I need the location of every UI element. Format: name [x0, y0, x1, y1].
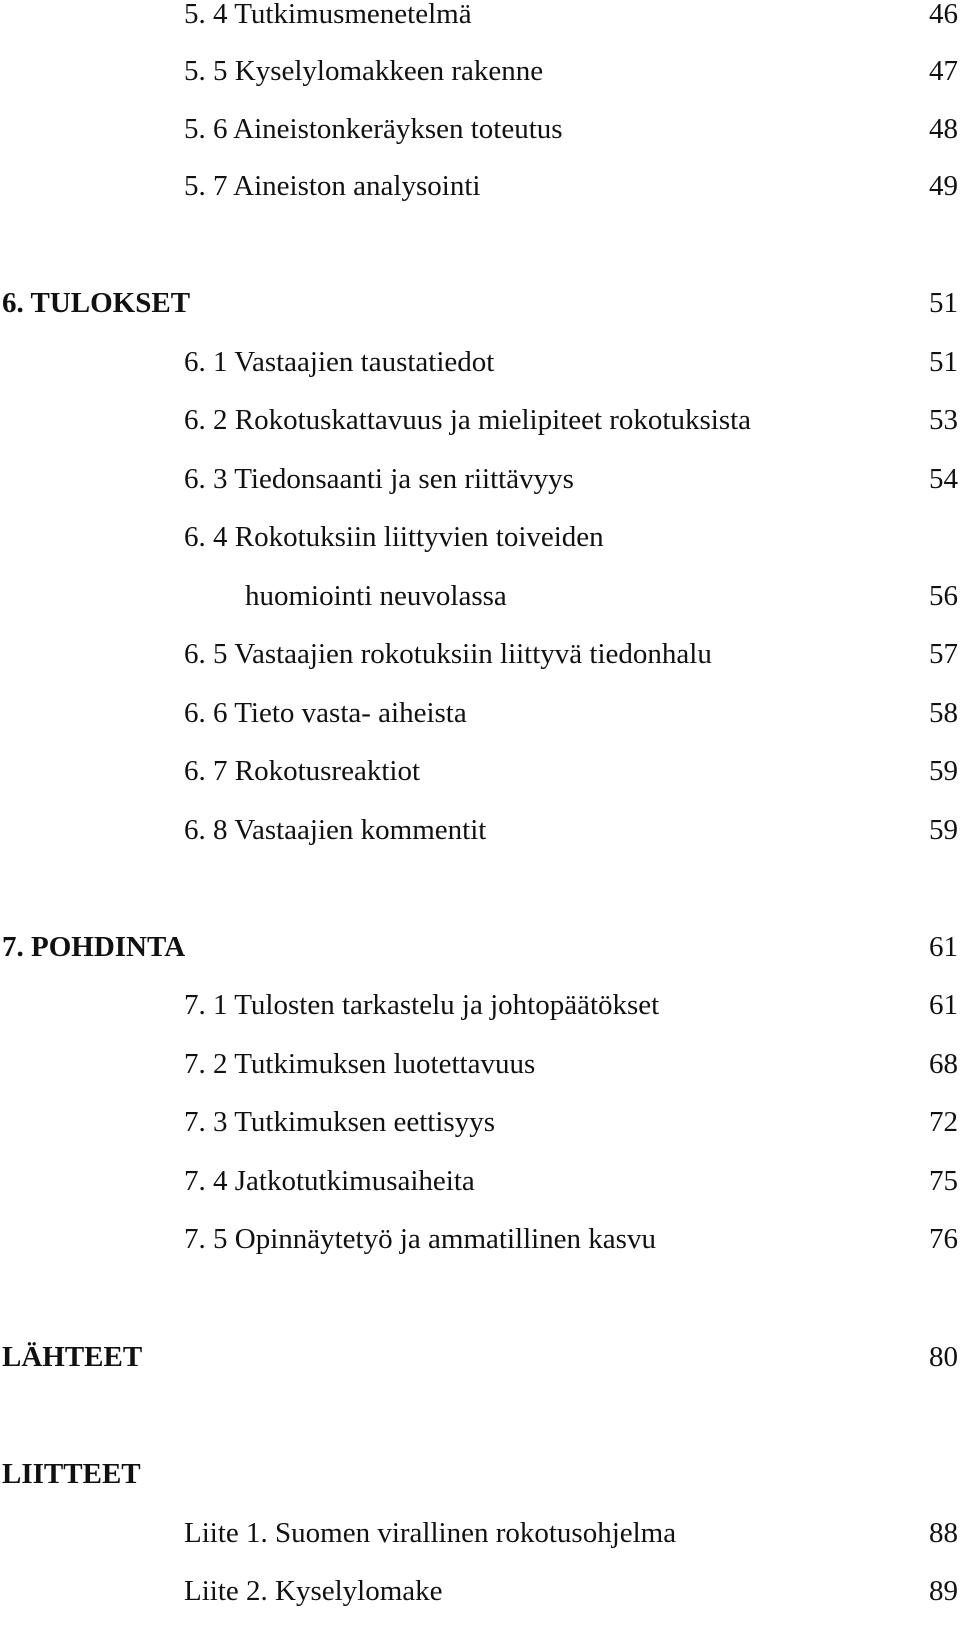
toc-entry-page: 54 [929, 463, 958, 495]
toc-entry-title: 7. 3 Tutkimuksen eettisyys [184, 1106, 495, 1138]
toc-entry-title: 7. 4 Jatkotutkimusaiheita [184, 1165, 475, 1197]
toc-section-page: 51 [929, 287, 958, 319]
toc-section-page: 61 [929, 931, 958, 963]
toc-section [0, 283, 960, 323]
toc-entry [0, 751, 960, 791]
toc-entry-page: 56 [929, 580, 958, 612]
toc-entry-title: 6. 6 Tieto vasta- aiheista [184, 697, 467, 729]
toc-entry [0, 51, 960, 91]
toc-section-title: 7. POHDINTA [2, 931, 186, 963]
toc-entry-page: 72 [929, 1106, 958, 1138]
toc-entry-title: 7. 5 Opinnäytetyö ja ammatillinen kasvu [184, 1223, 656, 1255]
toc-entry [0, 166, 960, 206]
toc-entry [0, 693, 960, 733]
toc-entry [0, 459, 960, 499]
toc-entry-page: 76 [929, 1223, 958, 1255]
toc-entry-title: Liite 2. Kyselylomake [184, 1575, 443, 1607]
toc-entry-title: 6. 8 Vastaajien kommentit [184, 814, 487, 846]
toc-entry-page: 75 [929, 1165, 958, 1197]
toc-entry-title: 6. 4 Rokotuksiin liittyvien toiveiden [184, 521, 604, 553]
toc-entry-page: 59 [929, 755, 958, 787]
toc-entry-page: 59 [929, 814, 958, 846]
toc-entry-title: 6. 5 Vastaajien rokotuksiin liittyvä tiedonhalu [184, 638, 712, 670]
toc-entry [0, 517, 960, 557]
toc-entry-title: 7. 1 Tulosten tarkastelu ja johtopäätökset [184, 989, 660, 1021]
toc-entry-title: 6. 7 Rokotusreaktiot [184, 755, 421, 787]
toc-entry-title: 5. 4 Tutkimusmenetelmä [184, 0, 472, 30]
toc-entry-title: 5. 5 Kyselylomakkeen rakenne [184, 55, 544, 87]
toc-entry-page: 51 [929, 346, 958, 378]
toc-entry-page: 49 [929, 170, 958, 202]
toc-entry-page: 61 [929, 989, 958, 1021]
toc-entry-title: 6. 3 Tiedonsaanti ja sen riittävyys [184, 463, 574, 495]
toc-entry [0, 0, 960, 34]
toc-entry-title: 6. 1 Vastaajien taustatiedot [184, 346, 495, 378]
toc-entry-continuation [0, 576, 960, 616]
toc-entry-page: 57 [929, 638, 958, 670]
toc-entry [0, 1102, 960, 1142]
toc-section [0, 927, 960, 967]
toc-entry [0, 1571, 960, 1611]
toc-entry [0, 985, 960, 1025]
toc-entry-title: 5. 7 Aineiston analysointi [184, 170, 481, 202]
toc-entry [0, 810, 960, 850]
toc-entry-page: 53 [929, 404, 958, 436]
toc-entry-title: huomiointi neuvolassa [245, 580, 507, 612]
toc-section-title: LÄHTEET [2, 1341, 143, 1373]
toc-entry-page: 58 [929, 697, 958, 729]
toc-entry-title: 7. 2 Tutkimuksen luotettavuus [184, 1048, 536, 1080]
toc-entry-title: 5. 6 Aineistonkeräyksen toteutus [184, 113, 563, 145]
toc-entry [0, 400, 960, 440]
toc-section-title: 6. TULOKSET [2, 287, 191, 319]
toc-section-page: 80 [929, 1341, 958, 1373]
toc-entry-page: 88 [929, 1517, 958, 1549]
toc-entry [0, 1161, 960, 1201]
toc-entry-title: 6. 2 Rokotuskattavuus ja mielipiteet rokotuksista [184, 404, 752, 436]
toc-entry [0, 109, 960, 149]
toc-entry-page: 48 [929, 113, 958, 145]
toc-entry [0, 342, 960, 382]
toc-section [0, 1454, 960, 1494]
toc-entry-page: 47 [929, 55, 958, 87]
toc-entry [0, 1219, 960, 1259]
toc-entry [0, 634, 960, 674]
toc-entry [0, 1513, 960, 1553]
toc-section-title: LIITTEET [2, 1458, 141, 1490]
toc-entry-title: Liite 1. Suomen virallinen rokotusohjelma [184, 1517, 677, 1549]
toc-section [0, 1337, 960, 1377]
toc-entry [0, 1044, 960, 1084]
toc-entry-page: 46 [929, 0, 958, 30]
toc-entry-page: 68 [929, 1048, 958, 1080]
toc-entry-page: 89 [929, 1575, 958, 1607]
